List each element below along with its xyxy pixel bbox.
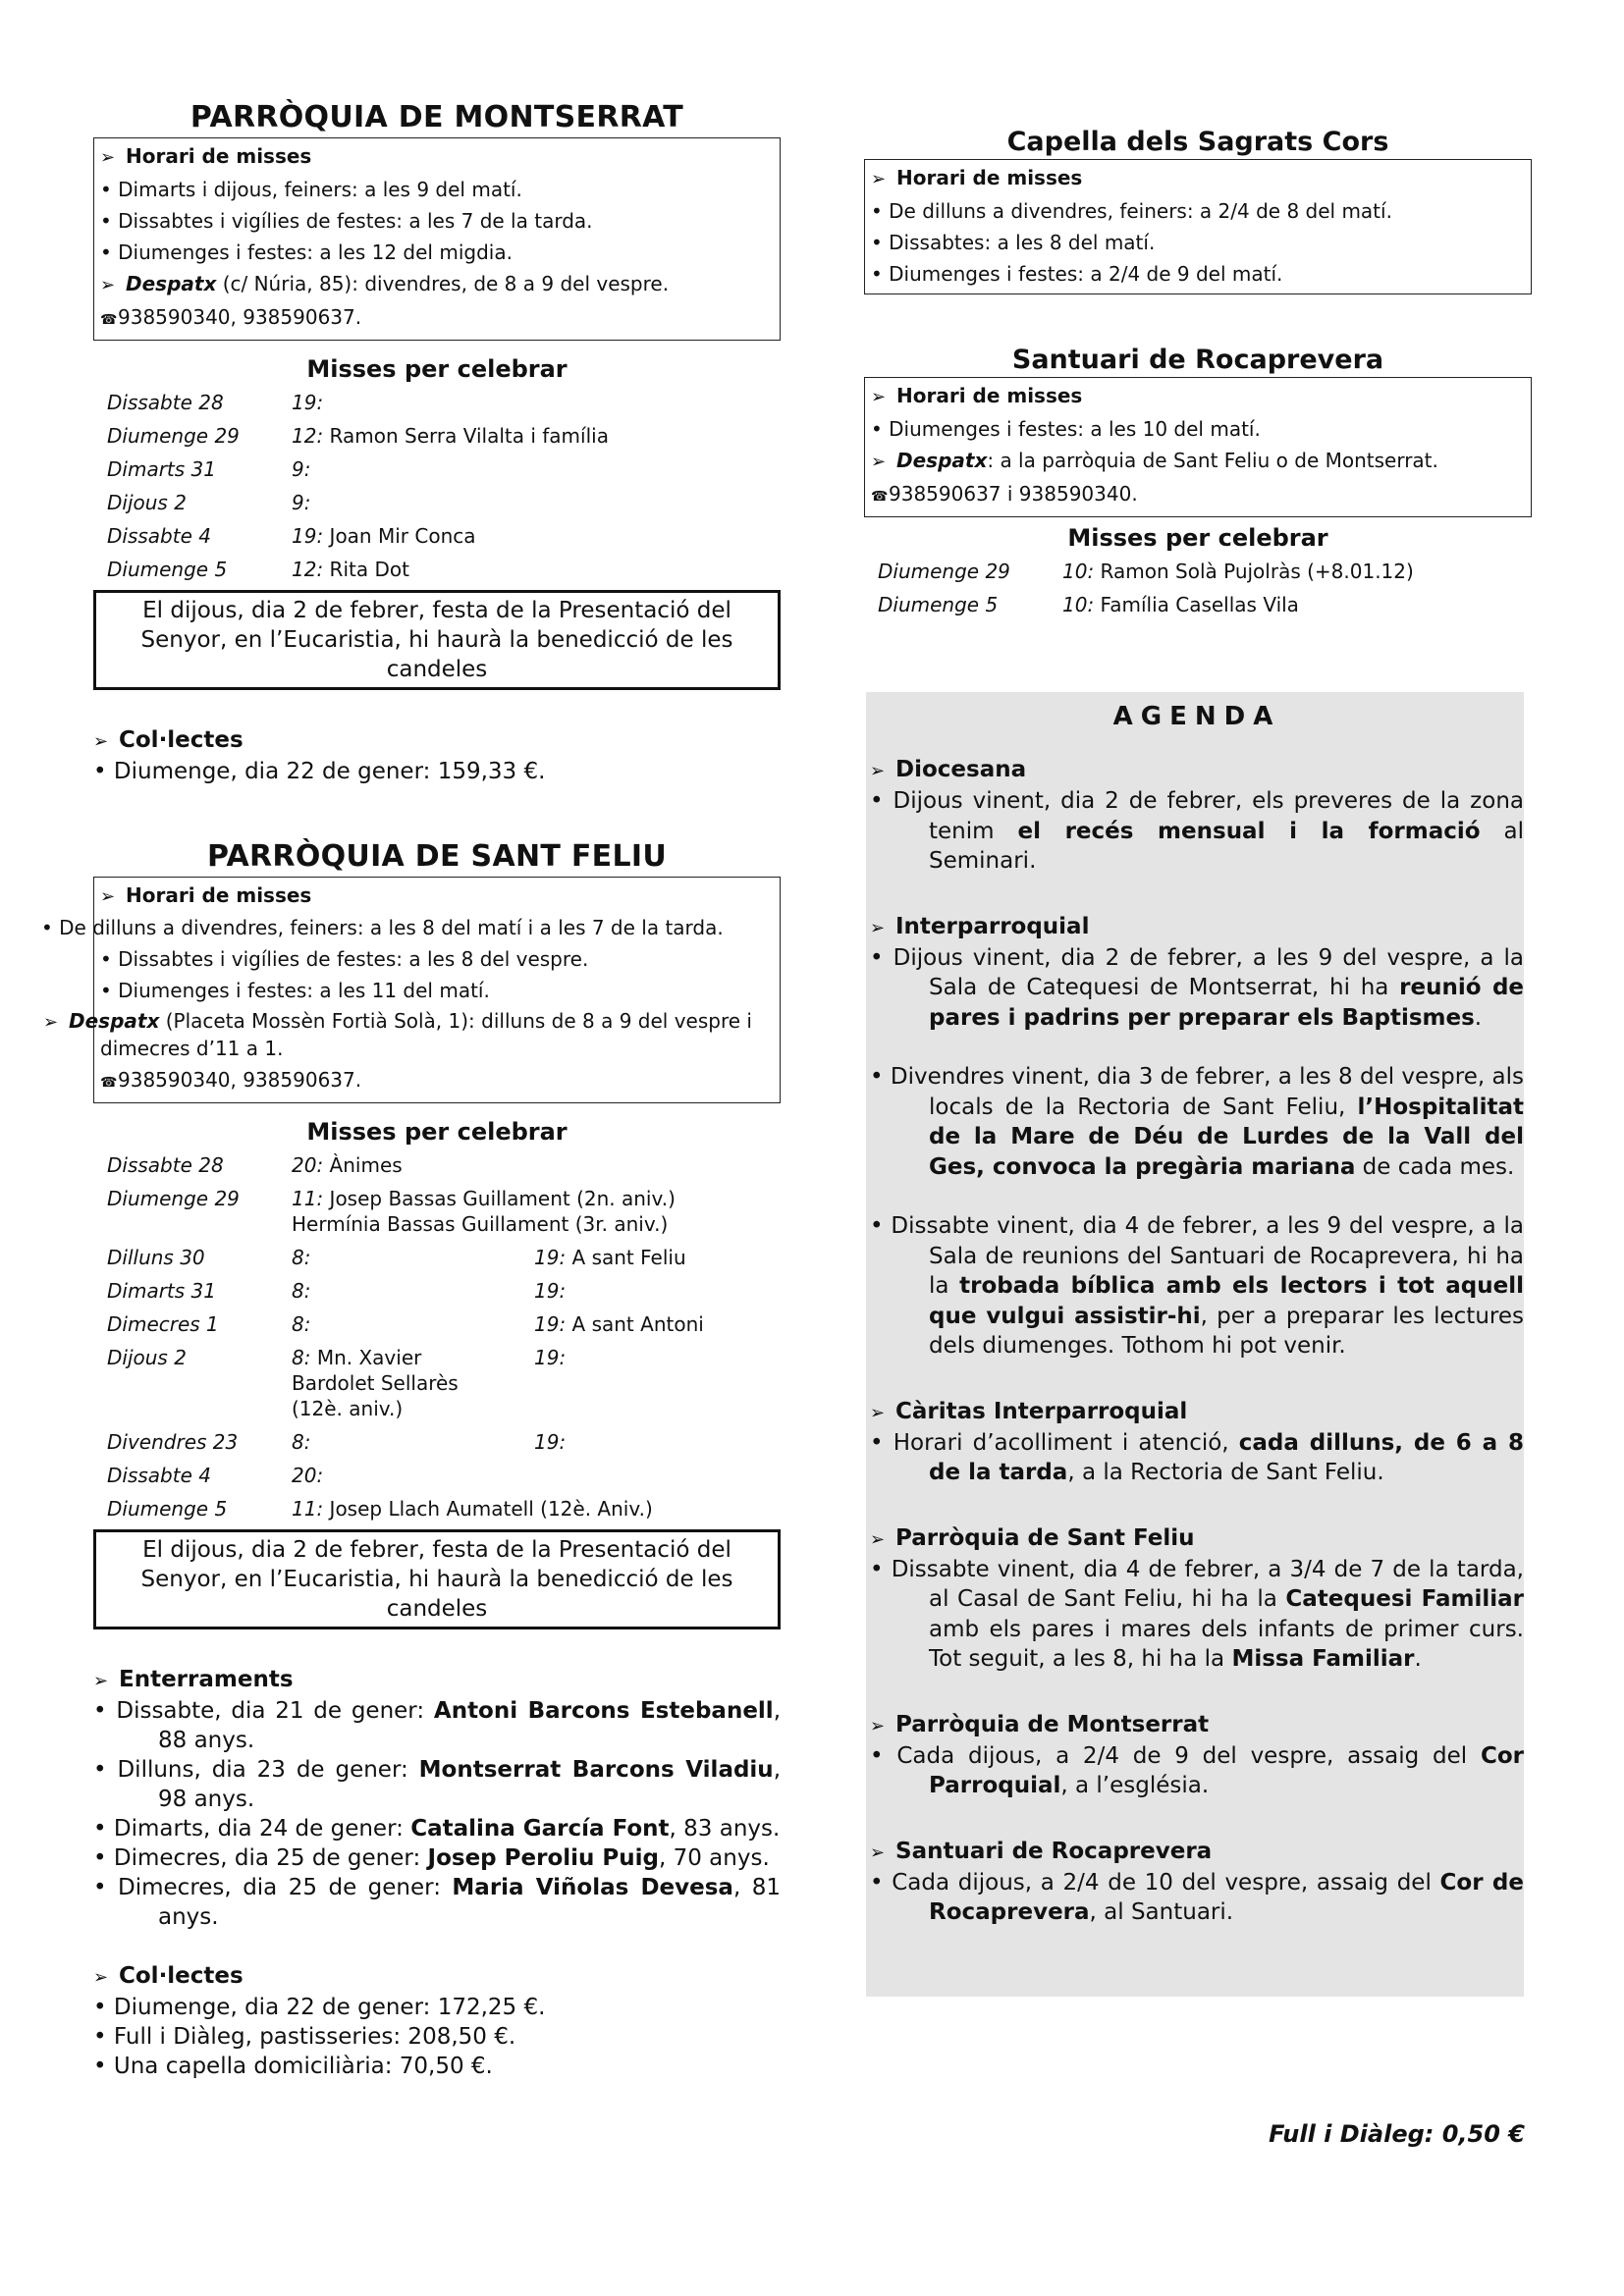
mass-hour: 9:: [292, 457, 311, 481]
agenda-group-heading: [870, 1397, 1524, 1428]
mass-line: [292, 1345, 534, 1370]
collections-heading: ➢ Col·lectes: [93, 725, 781, 757]
agenda-text: Cada dijous, a 2/4 de 9 del vespre, assaig del: [896, 1742, 1481, 1769]
mass-hour: 8:: [292, 1279, 311, 1303]
arrow-icon: ➢: [870, 1402, 886, 1423]
schedule-item: [100, 975, 774, 1006]
left-column: [41, 98, 781, 2081]
schedule-item: [871, 413, 1525, 445]
schedule-heading: ➢ Horari de misses: [100, 140, 774, 174]
agenda-text: , per a preparar les lectures dels diumenges. Tothom hi pot venir.: [929, 1303, 1524, 1359]
arrow-icon: ➢: [871, 169, 887, 189]
schedule-text: Dissabtes i vigílies de festes: a les 8 del vespre.: [118, 947, 589, 971]
agenda-highlight: reunió de pares i padrins per preparar els Baptismes: [929, 975, 1525, 1031]
agenda-heading-text: Santuari de Rocaprevera: [895, 1838, 1213, 1864]
mass-row: [107, 1492, 781, 1525]
agenda-text: .: [1414, 1646, 1422, 1672]
arrow-icon: ➢: [870, 1842, 886, 1863]
mass-hour: 8:: [292, 1312, 311, 1336]
arrow-icon: ➢: [100, 886, 116, 907]
agenda-text: Cada dijous, a 2/4 de 10 del vespre, assaig del: [892, 1869, 1440, 1896]
collection-text: Una capella domiciliària: 70,50 €.: [113, 2054, 493, 2079]
agenda-text: de cada mes.: [1355, 1153, 1515, 1180]
agenda-highlight: el recés mensual i la formació: [1017, 818, 1481, 844]
bullet-icon: •: [100, 178, 119, 201]
mass-hour: 9:: [292, 491, 311, 514]
mass-entry: [292, 386, 323, 419]
mass-row: [107, 453, 781, 486]
agenda-item: [870, 786, 1524, 877]
schedule-heading: ➢ Horari de misses: [871, 380, 1525, 413]
bullet-icon: •: [871, 417, 890, 441]
arrow-icon: ➢: [870, 1528, 886, 1550]
schedule-item: [100, 237, 774, 268]
burials-heading: ➢ Enterraments: [93, 1665, 781, 1696]
agenda-title: AGENDA: [1112, 702, 1281, 731]
phone-icon: ☎: [871, 489, 889, 505]
burial-date: Dilluns, dia 23 de gener:: [117, 1757, 419, 1783]
agenda-item: [870, 1211, 1524, 1362]
mass-entry-evening: [534, 1274, 781, 1308]
mass-entry: [292, 419, 609, 453]
agenda-group: [870, 1710, 1524, 1801]
agenda-item: [870, 1555, 1524, 1675]
burial-item: [93, 1873, 781, 1932]
bullet-icon: •: [100, 979, 119, 1002]
mass-intention: A sant Feliu: [566, 1246, 686, 1269]
phone-line: ☎938590340, 938590637.: [100, 301, 774, 336]
burial-date: Dimarts, dia 24 de gener:: [113, 1816, 411, 1842]
schedule-text: Dimarts i dijous, feiners: a les 9 del matí.: [118, 178, 522, 201]
montserrat-schedule-box: [93, 137, 781, 341]
burial-item: [93, 1814, 781, 1843]
bullet-icon: •: [100, 209, 119, 233]
agenda-groups: [870, 755, 1524, 1928]
santfeliu-collections: [93, 1961, 781, 2081]
mass-hour: 19:: [534, 1346, 567, 1369]
agenda-text: , a l’església.: [1060, 1773, 1210, 1798]
agenda-heading-text: Interparroquial: [895, 913, 1090, 939]
schedule-item: [41, 913, 774, 943]
agenda-panel: [866, 692, 1524, 1997]
burial-age: , 88 anys.: [158, 1698, 781, 1753]
agenda-text: amb els pares i mares dels infants de primer curs. Tot seguit, a les 8, hi ha la: [929, 1616, 1524, 1672]
schedule-text: Diumenges i festes: a les 11 del matí.: [118, 979, 490, 1002]
sagrats-title: Capella dels Sagrats Cors: [1006, 127, 1389, 157]
burials-list: [93, 1696, 781, 1932]
agenda-text: Dijous vinent, dia 2 de febrer, els preveres de la zona tenim: [893, 788, 1524, 844]
bullet-icon: •: [871, 262, 890, 286]
santfeliu-title: PARRÒQUIA DE SANT FELIU: [206, 839, 668, 874]
santfeliu-burials: [93, 1665, 781, 1932]
burial-name: Maria Viñolas Devesa: [452, 1875, 733, 1900]
mass-entry: [292, 1148, 403, 1182]
mass-entry: [292, 553, 409, 586]
schedule-item: [871, 258, 1525, 290]
mass-line: [292, 1186, 676, 1211]
santfeliu-notice: El dijous, dia 2 de febrer, festa de la Presentació del Senyor, en l’Eucaristia, hi haurà la benedicció de les candeles: [93, 1529, 781, 1629]
arrow-icon: ➢: [100, 147, 116, 168]
office-line: ➢ Despatx (c/ Núria, 85): divendres, de 8 a 9 del vespre.: [100, 268, 774, 301]
mass-row: [107, 519, 781, 553]
agenda-highlight: trobada bíblica amb els lectors i tot aquell que vulgui assistir-hi: [929, 1273, 1524, 1329]
mass-row: [107, 1148, 781, 1182]
agenda-heading-text: Parròquia de Montserrat: [895, 1711, 1210, 1737]
mass-entry: [292, 1186, 676, 1237]
mass-line: Bardolet Sellarès: [292, 1371, 459, 1395]
schedule-item: [871, 227, 1525, 258]
mass-hour: 12:: [292, 558, 324, 581]
agenda-item: [870, 1868, 1524, 1928]
arrow-icon: ➢: [870, 917, 886, 938]
agenda-group: [870, 755, 1524, 877]
mass-entry: [1062, 555, 1414, 588]
burial-item: [93, 1696, 781, 1755]
mass-row: [107, 1274, 781, 1308]
schedule-text: Dissabtes: a les 8 del matí.: [889, 231, 1156, 254]
mass-entry: [292, 1345, 534, 1421]
mass-row: [107, 419, 781, 453]
mass-row: [107, 553, 781, 586]
agenda-group-heading: [870, 1710, 1524, 1741]
phone-line: ☎938590340, 938590637.: [100, 1064, 774, 1098]
mass-day: Diumenge 5: [107, 558, 228, 581]
rocaprevera-schedule-box: [864, 377, 1532, 517]
arrow-icon: ➢: [870, 1715, 886, 1736]
burial-date: Dimecres, dia 25 de gener:: [118, 1875, 453, 1900]
mass-entry: [292, 1274, 534, 1308]
schedule-text: Diumenges i festes: a les 10 del matí.: [889, 417, 1261, 441]
santfeliu-masses-table: [107, 1148, 781, 1525]
mass-day: Dimarts 31: [107, 1279, 216, 1303]
bullet-icon: •: [93, 759, 114, 784]
mass-row: [107, 1182, 781, 1241]
schedule-text: Diumenges i festes: a les 12 del migdia.: [118, 240, 513, 264]
mass-entry: [292, 1308, 534, 1341]
mass-entry: [292, 519, 476, 553]
bullet-icon: •: [870, 1556, 892, 1582]
agenda-item: [870, 1062, 1524, 1182]
burial-age: , 98 anys.: [158, 1757, 781, 1812]
mass-line: Hermínia Bassas Guillament (3r. aniv.): [292, 1212, 669, 1236]
arrow-icon: ➢: [870, 761, 886, 781]
schedule-item: [871, 195, 1525, 227]
agenda-item: [870, 1741, 1524, 1801]
collections-heading: ➢ Col·lectes: [93, 1961, 781, 1993]
burial-age: , 83 anys.: [669, 1816, 781, 1842]
mass-intention: Josep Bassas Guillament (2n. aniv.): [323, 1187, 676, 1210]
mass-hour: 20:: [292, 1153, 324, 1177]
bullet-icon: •: [100, 240, 119, 264]
agenda-item: [870, 943, 1524, 1034]
schedule-item: [100, 205, 774, 237]
burial-item: [93, 1843, 781, 1873]
burial-name: Montserrat Barcons Viladiu: [418, 1757, 774, 1783]
burial-date: Dissabte, dia 21 de gener:: [116, 1698, 434, 1724]
mass-intention: Ànimes: [323, 1153, 403, 1177]
burial-age: , 81 anys.: [158, 1875, 781, 1930]
agenda-item: [870, 1428, 1524, 1488]
phone-line: ☎938590637 i 938590340.: [871, 478, 1525, 512]
collection-item: [93, 1993, 781, 2022]
agenda-group-heading: [870, 912, 1524, 943]
burial-name: Catalina García Font: [410, 1816, 670, 1842]
mass-day: Dissabte 4: [107, 1464, 211, 1487]
rocaprevera-title: Santuari de Rocaprevera: [1011, 345, 1384, 375]
collection-text: Diumenge, dia 22 de gener: 159,33 €.: [113, 759, 546, 784]
mass-day: Diumenge 29: [107, 1187, 240, 1210]
bullet-icon: •: [870, 1429, 893, 1456]
bullet-icon: •: [870, 1064, 891, 1090]
mass-hour: 19:: [292, 524, 324, 548]
agenda-heading-text: Càritas Interparroquial: [895, 1398, 1188, 1424]
santfeliu-schedule-box: [41, 877, 781, 1103]
arrow-icon: ➢: [100, 275, 116, 295]
bullet-icon: •: [93, 1845, 114, 1871]
schedule-text: De dilluns a divendres, feiners: a les 8 del matí i a les 7 de la tarda.: [59, 916, 724, 939]
mass-hour: 10:: [1062, 593, 1095, 616]
agenda-text: Horari d’acolliment i atenció,: [893, 1429, 1239, 1456]
agenda-group: [870, 1397, 1524, 1488]
bullet-icon: •: [93, 2024, 114, 2050]
mass-hour: 11:: [292, 1187, 324, 1210]
mass-line: (12è. aniv.): [292, 1397, 404, 1420]
agenda-text: Dissabte vinent, dia 4 de febrer, a 3/4 de 7 de la tarda, al Casal de Sant Feliu, hi ha la: [891, 1556, 1524, 1612]
schedule-text: Dissabtes i vigílies de festes: a les 7 de la tarda.: [118, 209, 593, 233]
mass-entry: [292, 1425, 534, 1459]
mass-intention: Josep Llach Aumatell (12è. Aniv.): [323, 1497, 653, 1521]
bullet-icon: •: [871, 231, 890, 254]
agenda-group: [870, 1837, 1524, 1928]
mass-row: [878, 588, 1532, 621]
mass-row: [107, 1425, 781, 1459]
mass-intention: Família Casellas Vila: [1094, 593, 1299, 616]
agenda-group-heading: [870, 1837, 1524, 1868]
bullet-icon: •: [41, 916, 60, 939]
agenda-text: .: [1474, 1004, 1483, 1031]
bullet-icon: •: [870, 944, 893, 971]
mass-entry-evening: [534, 1345, 781, 1421]
agenda-heading-text: Parròquia de Sant Feliu: [895, 1524, 1195, 1551]
mass-entry: [292, 453, 310, 486]
mass-day: Dijous 2: [107, 491, 187, 514]
schedule-heading: ➢ Horari de misses: [871, 162, 1525, 195]
mass-hour: 19:: [292, 391, 324, 414]
price-footer: Full i Diàleg: 0,50 €: [1269, 2120, 1525, 2148]
montserrat-masses-heading: Misses per celebrar: [306, 355, 568, 383]
montserrat-title: PARRÒQUIA DE MONTSERRAT: [189, 100, 684, 134]
mass-hour: 19:: [534, 1246, 567, 1269]
mass-lines: [292, 1186, 676, 1237]
mass-day: Diumenge 29: [107, 424, 240, 448]
burial-name: Josep Peroliu Puig: [427, 1845, 659, 1871]
schedule-list: [871, 195, 1525, 290]
collection-text: Full i Diàleg, pastisseries: 208,50 €.: [113, 2024, 516, 2050]
mass-entry: [292, 486, 310, 519]
bullet-icon: •: [871, 199, 890, 223]
agenda-group-heading: [870, 755, 1524, 786]
mass-day: Dilluns 30: [107, 1246, 205, 1269]
agenda-highlight: Cor de Rocaprevera: [929, 1869, 1524, 1925]
agenda-highlight: Cor Parroquial: [929, 1742, 1524, 1798]
mass-day: Dijous 2: [107, 1346, 187, 1369]
mass-entry-evening: [534, 1241, 781, 1274]
mass-entry-evening: [534, 1308, 781, 1341]
bullet-icon: •: [93, 1875, 119, 1900]
agenda-text: , a la Rectoria de Sant Feliu.: [1067, 1460, 1384, 1485]
mass-day: Divendres 23: [107, 1430, 239, 1454]
burial-name: Antoni Barcons Estebanell: [433, 1698, 774, 1724]
collection-item: [93, 2052, 781, 2081]
mass-entry: [292, 1241, 534, 1274]
mass-entry-evening: [534, 1425, 781, 1459]
mass-day: Dissabte 28: [107, 391, 224, 414]
rocaprevera-masses-heading: Misses per celebrar: [1067, 524, 1328, 552]
bullet-icon: •: [93, 1816, 114, 1842]
mass-hour: 19:: [534, 1279, 567, 1303]
bullet-icon: •: [870, 1742, 897, 1769]
mass-row: [107, 1459, 781, 1492]
office-line: ➢ Despatx (Placeta Mossèn Fortià Solà, 1): dilluns de 8 a 9 del vespre i dimecres d’11 a 1.: [43, 1009, 752, 1060]
mass-intention: Mn. Xavier: [310, 1346, 422, 1369]
schedule-list: [100, 174, 774, 268]
agenda-text: Divendres vinent, dia 3 de febrer, a les 8 del vespre, als locals de la Rectoria de Sant Feliu,: [890, 1064, 1524, 1120]
schedule-text: Diumenges i festes: a 2/4 de 9 del matí.: [889, 262, 1283, 286]
mass-intention: Ramon Serra Vilalta i família: [323, 424, 609, 448]
mass-hour: 10:: [1062, 560, 1095, 583]
schedule-item: [100, 943, 774, 975]
mass-intention: Ramon Solà Pujolràs (+8.01.12): [1094, 560, 1414, 583]
mass-intention: Rita Dot: [323, 558, 409, 581]
schedule-heading: ➢ Horari de misses: [100, 880, 774, 913]
mass-hour: 11:: [292, 1497, 324, 1521]
mass-hour: 8:: [292, 1346, 311, 1369]
arrow-icon: ➢: [43, 1012, 59, 1033]
burial-item: [93, 1755, 781, 1814]
bullet-icon: •: [93, 1698, 117, 1724]
bullet-icon: •: [870, 1213, 892, 1239]
mass-intention: Joan Mir Conca: [323, 524, 476, 548]
collection-item: [93, 2022, 781, 2052]
schedule-list: [871, 413, 1525, 445]
agenda-highlight: Missa Familiar: [1231, 1646, 1415, 1672]
schedule-list: [41, 913, 774, 1006]
mass-day: Dimecres 1: [107, 1312, 219, 1336]
mass-entry: [1062, 588, 1299, 621]
mass-day: Dimarts 31: [107, 457, 216, 481]
mass-intention: A sant Antoni: [566, 1312, 704, 1336]
bullet-icon: •: [93, 1757, 118, 1783]
mass-hour: 20:: [292, 1464, 324, 1487]
montserrat-notice: El dijous, dia 2 de febrer, festa de la Presentació del Senyor, en l’Eucaristia, hi haurà la benedicció de les candeles: [93, 590, 781, 690]
mass-lines: [292, 1345, 534, 1421]
mass-hour: 8:: [292, 1430, 311, 1454]
mass-hour: 19:: [534, 1312, 567, 1336]
mass-entry: [292, 1492, 653, 1525]
schedule-item: [100, 174, 774, 205]
montserrat-masses-table: [107, 386, 781, 586]
agenda-group-heading: [870, 1523, 1524, 1555]
mass-entry: [292, 1459, 534, 1492]
phone-icon: ☎: [100, 1075, 118, 1091]
rocaprevera-masses-table: [878, 555, 1532, 621]
agenda-text: Dissabte vinent, dia 4 de febrer, a les 9 del vespre, a la Sala de reunions del Santuari de Rocaprevera, hi ha la: [891, 1213, 1524, 1299]
collection-text: Diumenge, dia 22 de gener: 172,25 €.: [113, 1995, 546, 2020]
agenda-text: al Seminari.: [929, 818, 1524, 874]
agenda-highlight: l’Hospitalitat de la Mare de Déu de Lurdes de la Vall del Ges, convoca la pregària mariana: [929, 1094, 1524, 1180]
mass-day: Dissabte 4: [107, 524, 211, 548]
burial-date: Dimecres, dia 25 de gener:: [113, 1845, 428, 1871]
mass-row: [878, 555, 1532, 588]
arrow-icon: ➢: [93, 731, 109, 752]
agenda-highlight: cada dilluns, de 6 a 8 de la tarda: [929, 1429, 1524, 1485]
mass-row: [107, 486, 781, 519]
agenda-group: [870, 912, 1524, 1362]
bullet-icon: •: [93, 1995, 114, 2020]
agenda-heading-text: Diocesana: [895, 757, 1027, 782]
mass-hour: 19:: [534, 1430, 567, 1454]
bullet-icon: •: [100, 947, 119, 971]
agenda-text: , al Santuari.: [1089, 1899, 1234, 1925]
collection-item: [93, 757, 781, 786]
agenda-highlight: Catequesi Familiar: [1285, 1586, 1524, 1612]
mass-day: Diumenge 5: [107, 1497, 228, 1521]
burial-age: , 70 anys.: [658, 1845, 770, 1871]
schedule-text: De dilluns a divendres, feiners: a 2/4 de 8 del matí.: [889, 199, 1392, 223]
mass-row: [107, 1308, 781, 1341]
arrow-icon: ➢: [871, 387, 887, 407]
collections-list: [93, 757, 781, 786]
arrow-icon: ➢: [93, 1671, 109, 1691]
montserrat-collections: [93, 725, 781, 786]
mass-hour: 8:: [292, 1246, 311, 1269]
mass-row: [107, 1241, 781, 1274]
mass-day: Dissabte 28: [107, 1153, 224, 1177]
right-column: [864, 126, 1532, 621]
bullet-icon: •: [93, 2054, 114, 2079]
bullet-icon: •: [870, 788, 893, 814]
mass-row: [107, 1341, 781, 1425]
sagrats-schedule-box: [864, 159, 1532, 294]
agenda-text: Dijous vinent, dia 2 de febrer, a les 9 del vespre, a la Sala de Catequesi de Montserrat, hi ha: [893, 944, 1524, 1000]
arrow-icon: ➢: [93, 1967, 109, 1988]
office-line: ➢ Despatx: a la parròquia de Sant Feliu o de Montserrat.: [871, 445, 1525, 478]
mass-day: Diumenge 5: [878, 593, 999, 616]
santfeliu-masses-heading: Misses per celebrar: [306, 1118, 568, 1146]
collections-list: [93, 1993, 781, 2081]
mass-day: Diumenge 29: [878, 560, 1010, 583]
bullet-icon: •: [870, 1869, 893, 1896]
mass-row: [107, 386, 781, 419]
mass-hour: 12:: [292, 424, 324, 448]
arrow-icon: ➢: [871, 452, 887, 472]
agenda-group: [870, 1523, 1524, 1675]
phone-icon: ☎: [100, 312, 118, 328]
